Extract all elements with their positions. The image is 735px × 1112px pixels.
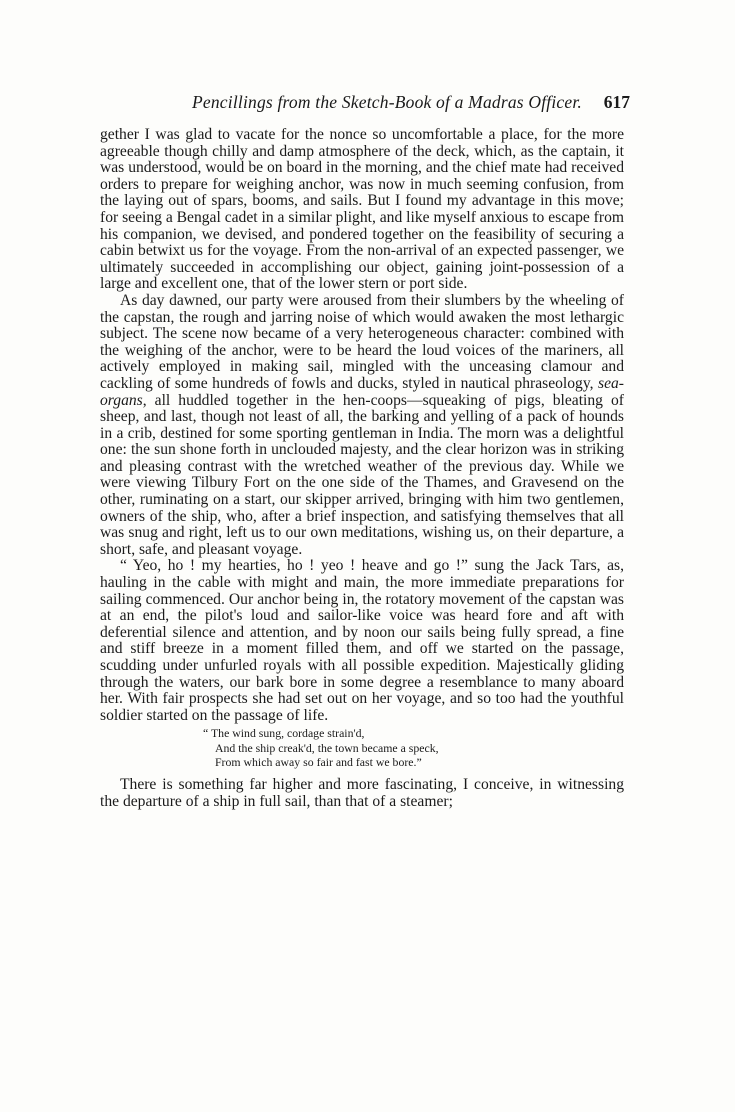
body-text [100, 127, 624, 810]
italic-term: sea-organs [100, 374, 624, 409]
paragraph-text: As day dawned, our party were aroused from their slumbers by the wheeling of the capstan, the rough and jarring noise of which would awaken the most lethargic subject. The scene now became of a very heterogeneous character: combined with the weighing of the anchor, were to be heard the loud voices of the mariners, all actively employed in making sail, mingled with the unceasing clamour and cackling of some hundreds of fowls and ducks, styled in nautical phraseology, [100, 291, 624, 392]
paragraph-something-higher: There is something far higher and more fascinating, I conceive, in witnessing the departure of a ship in full sail, than that of a steamer; [100, 775, 624, 810]
paragraph-yeo-ho: “ Yeo, ho ! my hearties, ho ! yeo ! heave and go !” sung the Jack Tars, as, hauling in the cable with might and main, the more immediate preparations for sailing commenced. Our anchor being in, the rotatory movement of the capstan was at an end, the pilot's loud and sailor-like voice was heard fore and aft with deferential silence and attention, and by noon our sails being fully spread, a fine and stiff breeze in a moment filled them, and off we started on the passage, scudding under unfurled royals with all possible expedition. Majestically gliding through the waters, our bark bore in some degree a resemblance to many aboard her. With fair prospects she had set out on her voyage, and so too had the youthful soldier started on the passage of life. [100, 557, 624, 724]
page-number: 617 [603, 92, 630, 112]
verse-line: From which away so fair and fast we bore.” [215, 754, 422, 769]
verse-line: And the ship creak'd, the town became a speck, [215, 740, 439, 755]
paragraph-continuation: gether I was glad to vacate for the nonce so uncomfortable a place, for the more agreeable though chilly and damp atmosphere of the deck, which, as the captain, it was understood, would be on board in the morning, and the chief mate had received orders to prepare for weighing anchor, was now in much seeming confusion, from the laying out of spars, booms, and sails. But I found my advantage in this move; for seeing a Bengal cadet in a similar plight, and like myself anxious to escape from his companion, we devised, and pondered together on the feasibility of securing a cabin betwixt us for the voyage. From the non-arrival of an expected passenger, we ultimately succeeded in accomplishing our object, gaining joint-possession of a large and excellent one, that of the lower stern or port side. [100, 126, 624, 293]
running-head [100, 92, 630, 116]
paragraph-day-dawned [100, 293, 624, 559]
verse-line: “ The wind sung, cordage strain'd, [203, 726, 365, 741]
verse-quotation [203, 726, 624, 769]
paragraph-text: , all huddled together in the hen-coops—squeaking of pigs, bleating of sheep, and last, though not least of all, the barking and yelling of a pack of hounds in a crib, destined for some sporting gentleman in India. The morn was a delightful one: the sun shone forth in unclouded majesty, and the clear horizon was in striking and pleasing contrast with the wretched weather of the previous day. While we were viewing Tilbury Fort on the one side of the Thames, and Gravesend on the other, ruminating on a start, our skipper arrived, bringing with him two gentlemen, owners of the ship, who, after a brief inspection, and satisfying themselves that all was snug and right, left us to our own meditations, wishing us, on their departure, a short, safe, and pleasant voyage. [100, 391, 624, 558]
running-head-title: Pencillings from the Sketch-Book of a Madras Officer. [191, 92, 582, 112]
